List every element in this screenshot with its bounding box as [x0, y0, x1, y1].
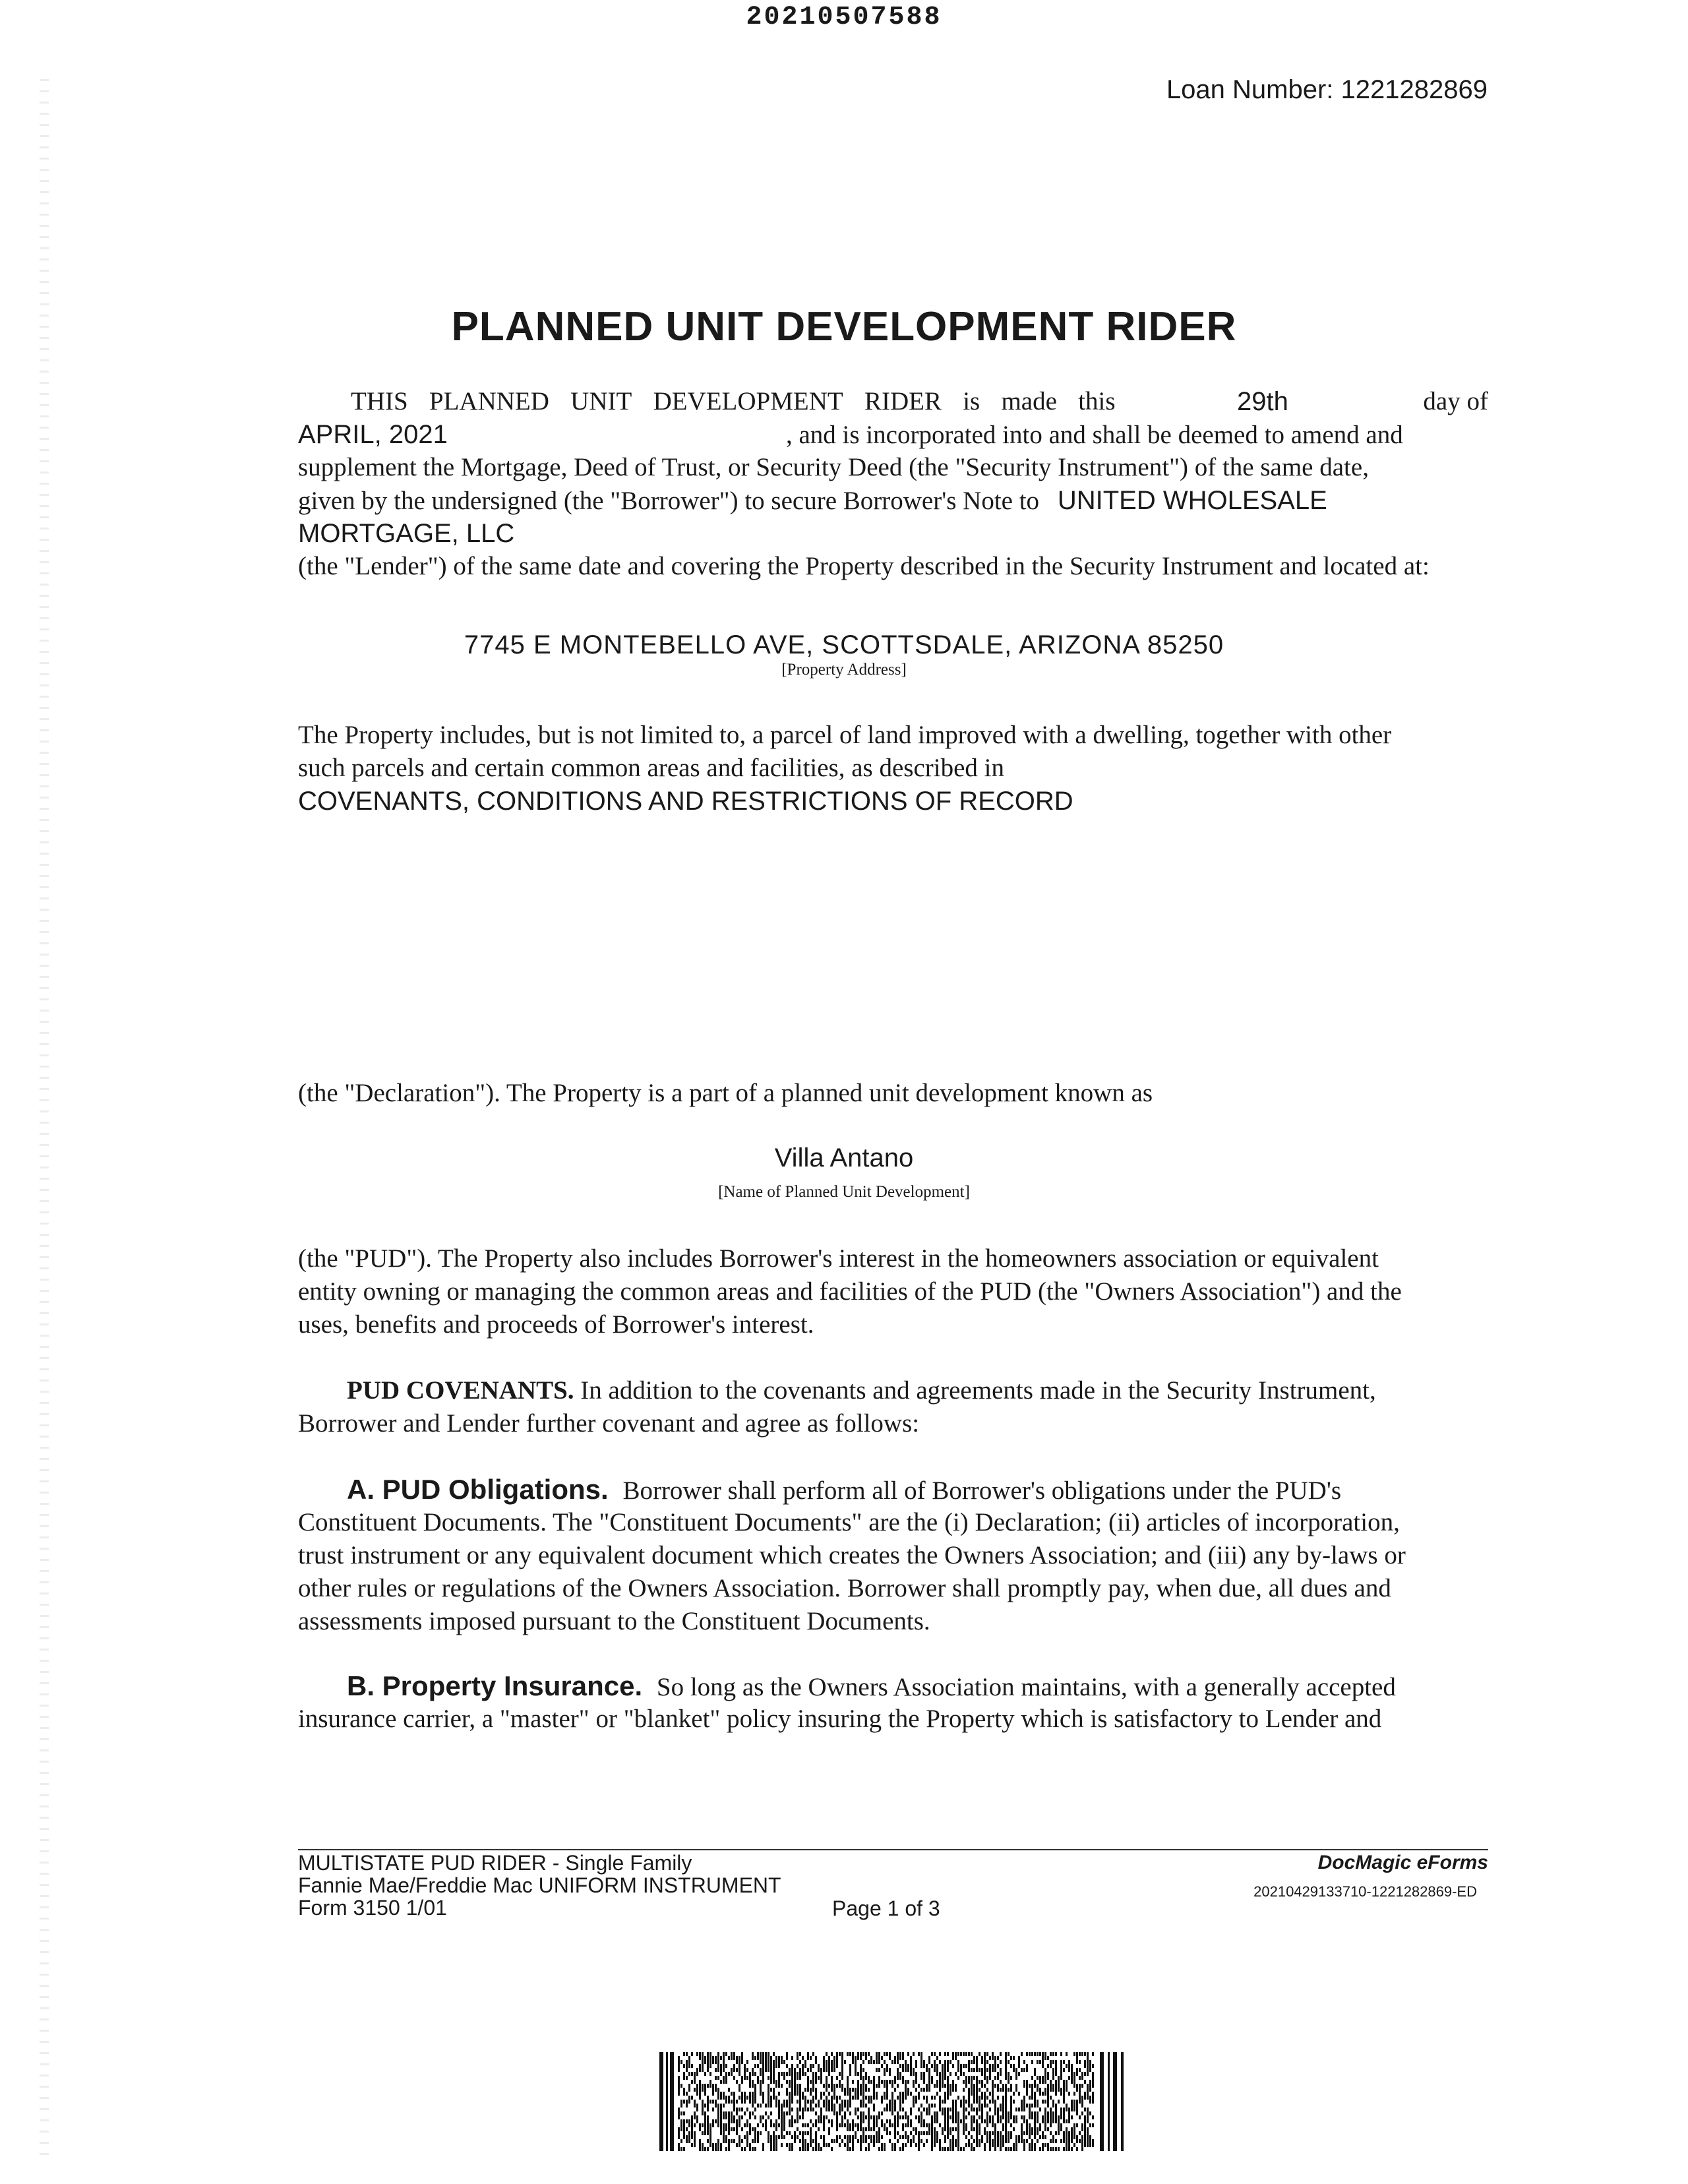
- declaration-reference: COVENANTS, CONDITIONS AND RESTRICTIONS OF RECORD: [298, 787, 1073, 816]
- page-number: Page 1 of 3: [832, 1896, 940, 1920]
- intro-line-2: APRIL, 2021 , and is incorporated into and shall be deemed to amend and: [298, 418, 1488, 451]
- intro-line-1: THIS PLANNED UNIT DEVELOPMENT RIDER is made this 29th day of: [298, 385, 1488, 418]
- section-b-heading: B. Property Insurance.: [347, 1670, 643, 1701]
- property-address: 7745 E MONTEBELLO AVE, SCOTTSDALE, ARIZONA 85250: [464, 630, 1224, 659]
- section-a-heading: A. PUD Obligations.: [347, 1474, 609, 1505]
- declaration-paragraph: (the "Declaration"). The Property is a part of a planned unit development known as: [298, 1079, 1153, 1107]
- section-b: B. Property Insurance. So long as the Owners Association maintains, with a generally accepted insurance carrier, a "master" or "blanket" policy insuring the Property which is satisfactory to Lender and: [298, 1670, 1396, 1733]
- section-a: A. PUD Obligations. Borrower shall perform all of Borrower's obligations under the PUD's Constituent Documents. The "Constituent Documents" are the (i) Declaration; (ii) articles of incorporation, trust instrument or any equivalent document which creates the Owners Association; and (iii) any by-laws or other rules or regulations of the Owners Association. Borrower shall promptly pay, when due, all dues and assessments imposed pursuant to the Constituent Documents.: [298, 1474, 1406, 1635]
- intro-line-4: given by the undersigned (the "Borrower") to secure Borrower's Note to UNITED WHOLESALE: [298, 486, 1327, 515]
- property-paragraph: The Property includes, but is not limited to, a parcel of land improved with a dwelling, together with other such parcels and certain common areas and facilities, as described in COVENANTS, CONDITIONS AND RESTRICTIONS OF RECORD: [298, 719, 1488, 818]
- document-title: PLANNED UNIT DEVELOPMENT RIDER: [451, 304, 1237, 349]
- rider-day: 29th: [1237, 387, 1288, 416]
- pud-paragraph: (the "PUD"). The Property also includes Borrower's interest in the homeowners association or equivalent entity owning or managing the common areas and facilities of the PUD (the "Owners Association") and the uses, benefits and proceeds of Borrower's interest.: [298, 1244, 1402, 1339]
- scan-artifact: [40, 79, 49, 2156]
- docmagic-logo: DocMagic eForms: [1317, 1852, 1488, 1873]
- pud-name-caption: [Name of Planned Unit Development]: [718, 1183, 970, 1201]
- lender-name: UNITED WHOLESALE: [1057, 486, 1327, 515]
- covenants-paragraph: PUD COVENANTS. In addition to the covenants and agreements made in the Security Instrument, Borrower and Lender further covenant and agree as follows:: [298, 1376, 1376, 1438]
- recording-number: 20210507588: [746, 3, 942, 32]
- property-address-caption: [Property Address]: [781, 661, 907, 679]
- lender-name-cont: MORTGAGE, LLC: [298, 519, 515, 548]
- document-id: 20210429133710-1221282869-ED: [1253, 1883, 1477, 1900]
- footer-divider: [298, 1849, 1488, 1850]
- rider-date: APRIL, 2021: [298, 420, 448, 449]
- form-identifier: MULTISTATE PUD RIDER - Single Family Fannie Mae/Freddie Mac UNIFORM INSTRUMENT Form 3150 1/01: [298, 1851, 781, 1920]
- covenants-heading: PUD COVENANTS.: [347, 1376, 574, 1405]
- loan-number: Loan Number: 1221282869: [1166, 75, 1488, 104]
- intro-paragraph: THIS PLANNED UNIT DEVELOPMENT RIDER is made this 29th day of APRIL, 2021 , and is incorporated into and shall be deemed to amend and supplement the Mortgage, Deed of Trust, or Security Deed (the "Security Instrument") of the same date, given by the undersigned (the "Borrower") to secure Borrower's Note to UNITED WHOLESALE MORTGAGE, LLC (the "Lender") of the same date and covering the Property described in the Security Instrument and located at:: [298, 385, 1488, 583]
- barcode-image: [659, 2052, 1128, 2151]
- pud-name: Villa Antano: [774, 1143, 914, 1172]
